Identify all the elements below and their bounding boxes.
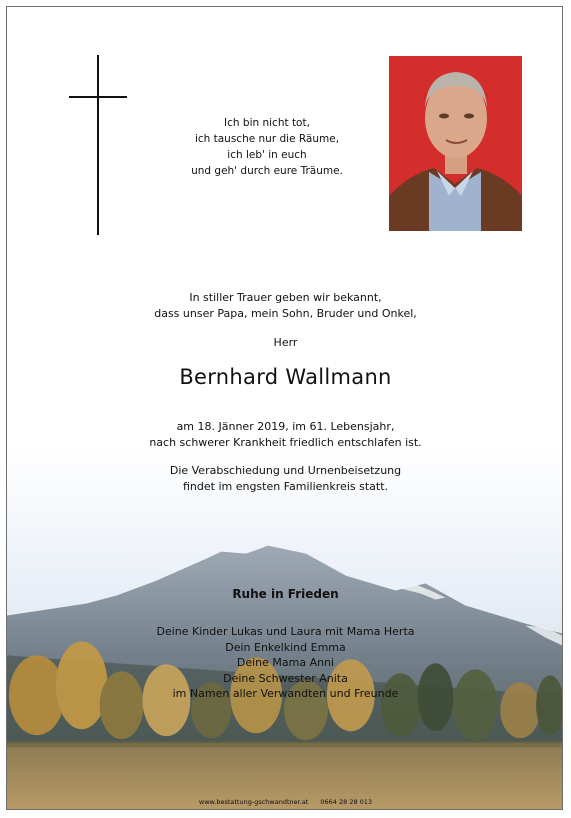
farewell-info-line: findet im engsten Familienkreis statt. xyxy=(182,480,389,493)
mourner-line: Deine Schwester Anita xyxy=(223,671,348,685)
death-info-line: nach schwerer Krankheit friedlich entschlafen ist. xyxy=(149,436,422,449)
obituary-card xyxy=(6,6,563,810)
closing-phrase: Ruhe in Frieden xyxy=(232,587,339,601)
mourner-line: Deine Mama Anni xyxy=(236,656,335,669)
death-info xyxy=(7,419,563,451)
death-info-line: am 18. Jänner 2019, im 61. Lebensjahr, xyxy=(176,420,395,433)
footer-phone: 0664 28 28 013 xyxy=(320,798,373,806)
footer-website[interactable]: www.bestattung-gschwandtner.at xyxy=(198,798,309,806)
poem-line: ich leb' in euch xyxy=(227,149,307,161)
farewell-info xyxy=(7,463,563,495)
announcement-line: In stiller Trauer geben wir bekannt, xyxy=(189,291,382,304)
portrait-photo xyxy=(389,56,522,231)
announcement xyxy=(7,290,563,322)
mourner-line: im Namen aller Verwandten und Freunde xyxy=(172,687,399,700)
poem-line: und geh' durch eure Träume. xyxy=(191,165,343,177)
cross-icon xyxy=(69,55,127,235)
poem-line: ich tausche nur die Räume, xyxy=(194,133,340,145)
memorial-poem xyxy=(147,115,387,179)
poem-line: Ich bin nicht tot, xyxy=(224,117,310,129)
farewell-info-line: Die Verabschiedung und Urnenbeisetzung xyxy=(169,464,402,477)
mourner-line: Dein Enkelkind Emma xyxy=(225,640,346,654)
salutation: Herr xyxy=(273,336,298,349)
deceased-name: Bernhard Wallmann xyxy=(179,365,392,389)
announcement-line: dass unser Papa, mein Sohn, Bruder und Onkel, xyxy=(154,307,417,320)
mourners-list xyxy=(7,624,563,702)
footer-contact xyxy=(7,798,563,807)
mourner-line: Deine Kinder Lukas und Laura mit Mama Herta xyxy=(156,625,415,638)
